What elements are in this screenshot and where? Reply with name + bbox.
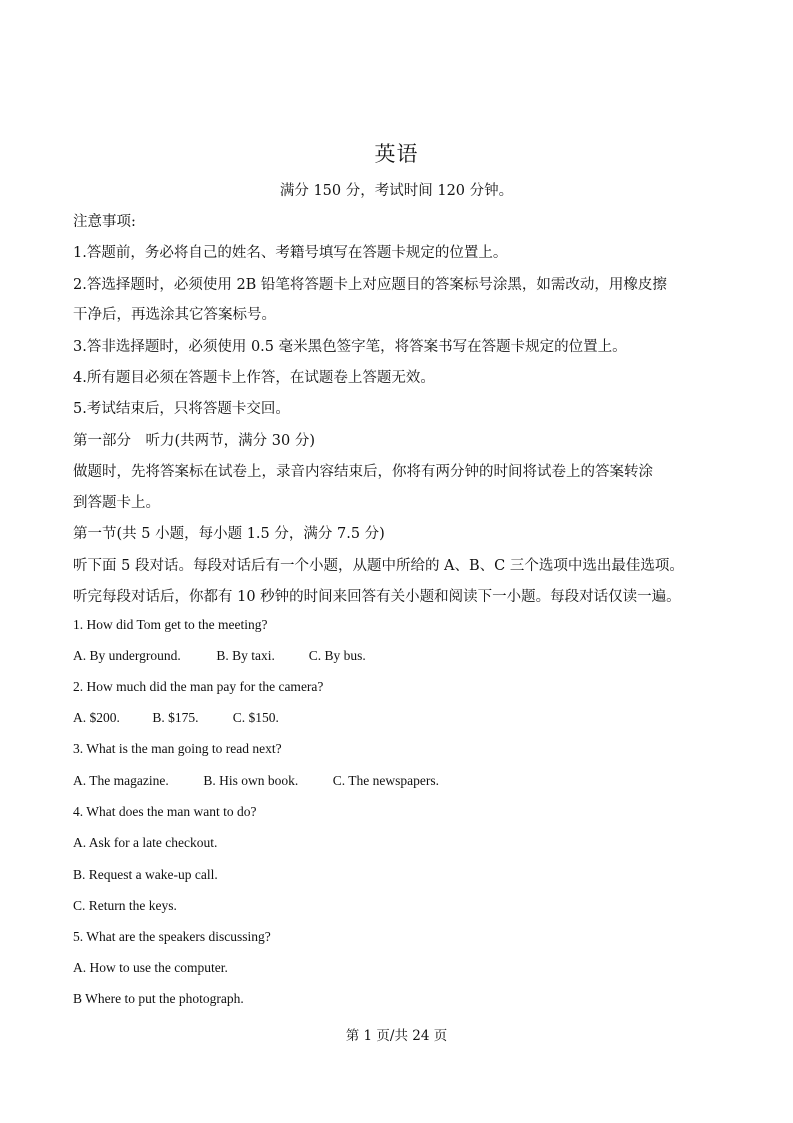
question-options <box>73 648 366 664</box>
question-text: 5. What are the speakers discussing? <box>73 929 271 944</box>
option[interactable]: B. $175. <box>152 710 199 725</box>
note-item: 干净后，再选涂其它答案标号。 <box>73 307 276 323</box>
page-title: 英语 <box>374 142 419 166</box>
note-item: 1.答题前，务必将自己的姓名、考籍号填写在答题卡规定的位置上。 <box>73 245 508 261</box>
note-item: 4.所有题目必须在答题卡上作答，在试题卷上答题无效。 <box>73 370 435 386</box>
option[interactable]: A. $200. <box>73 710 120 725</box>
option[interactable]: C. The newspapers. <box>332 773 439 788</box>
note-item: 3.答非选择题时，必须使用 0.5 毫米黑色签字笔，将答案书写在答题卡规定的位置上。 <box>73 339 627 355</box>
question-text: 1. How did Tom get to the meeting? <box>73 617 268 632</box>
part1-heading: 第一部分 听力(共两节，满分 30 分) <box>73 433 315 449</box>
option[interactable]: C. $150. <box>232 710 279 725</box>
question-options <box>73 773 439 789</box>
question-text: 3. What is the man going to read next? <box>73 741 282 756</box>
page-number: 第 1 页/共 24 页 <box>345 1028 448 1044</box>
section1-heading: 第一节(共 5 小题，每小题 1.5 分，满分 7.5 分) <box>73 526 385 542</box>
option[interactable]: B. Request a wake-up call. <box>73 867 218 882</box>
option[interactable]: B. His own book. <box>203 773 299 788</box>
option[interactable]: C. By bus. <box>308 648 366 663</box>
section1-instruction: 听下面 5 段对话。每段对话后有一个小题，从题中所给的 A、B、C 三个选项中选出最佳选项。 <box>73 558 684 574</box>
option[interactable]: A. How to use the computer. <box>73 960 228 975</box>
option[interactable]: A. The magazine. <box>73 773 169 788</box>
question-options <box>73 710 279 726</box>
part1-instruction: 到答题卡上。 <box>73 495 160 511</box>
note-item: 5.考试结束后，只将答题卡交回。 <box>73 401 290 417</box>
note-item: 2.答选择题时，必须使用 2B 铅笔将答题卡上对应题目的答案标号涂黑，如需改动，用橡皮擦 <box>73 277 667 293</box>
option[interactable]: A. Ask for a late checkout. <box>73 835 218 850</box>
exam-info: 满分 150 分，考试时间 120 分钟。 <box>279 183 514 199</box>
option[interactable]: B. By taxi. <box>216 648 275 663</box>
section1-instruction: 听完每段对话后，你都有 10 秒钟的时间来回答有关小题和阅读下一小题。每段对话仅读一遍。 <box>73 589 681 605</box>
option[interactable]: B Where to put the photograph. <box>73 991 244 1006</box>
part1-instruction: 做题时，先将答案标在试卷上，录音内容结束后，你将有两分钟的时间将试卷上的答案转涂 <box>73 464 653 480</box>
question-text: 4. What does the man want to do? <box>73 804 257 819</box>
option[interactable]: A. By underground. <box>73 648 181 663</box>
option[interactable]: C. Return the keys. <box>73 898 177 913</box>
notes-heading: 注意事项: <box>73 214 136 230</box>
question-text: 2. How much did the man pay for the camera? <box>73 679 324 694</box>
